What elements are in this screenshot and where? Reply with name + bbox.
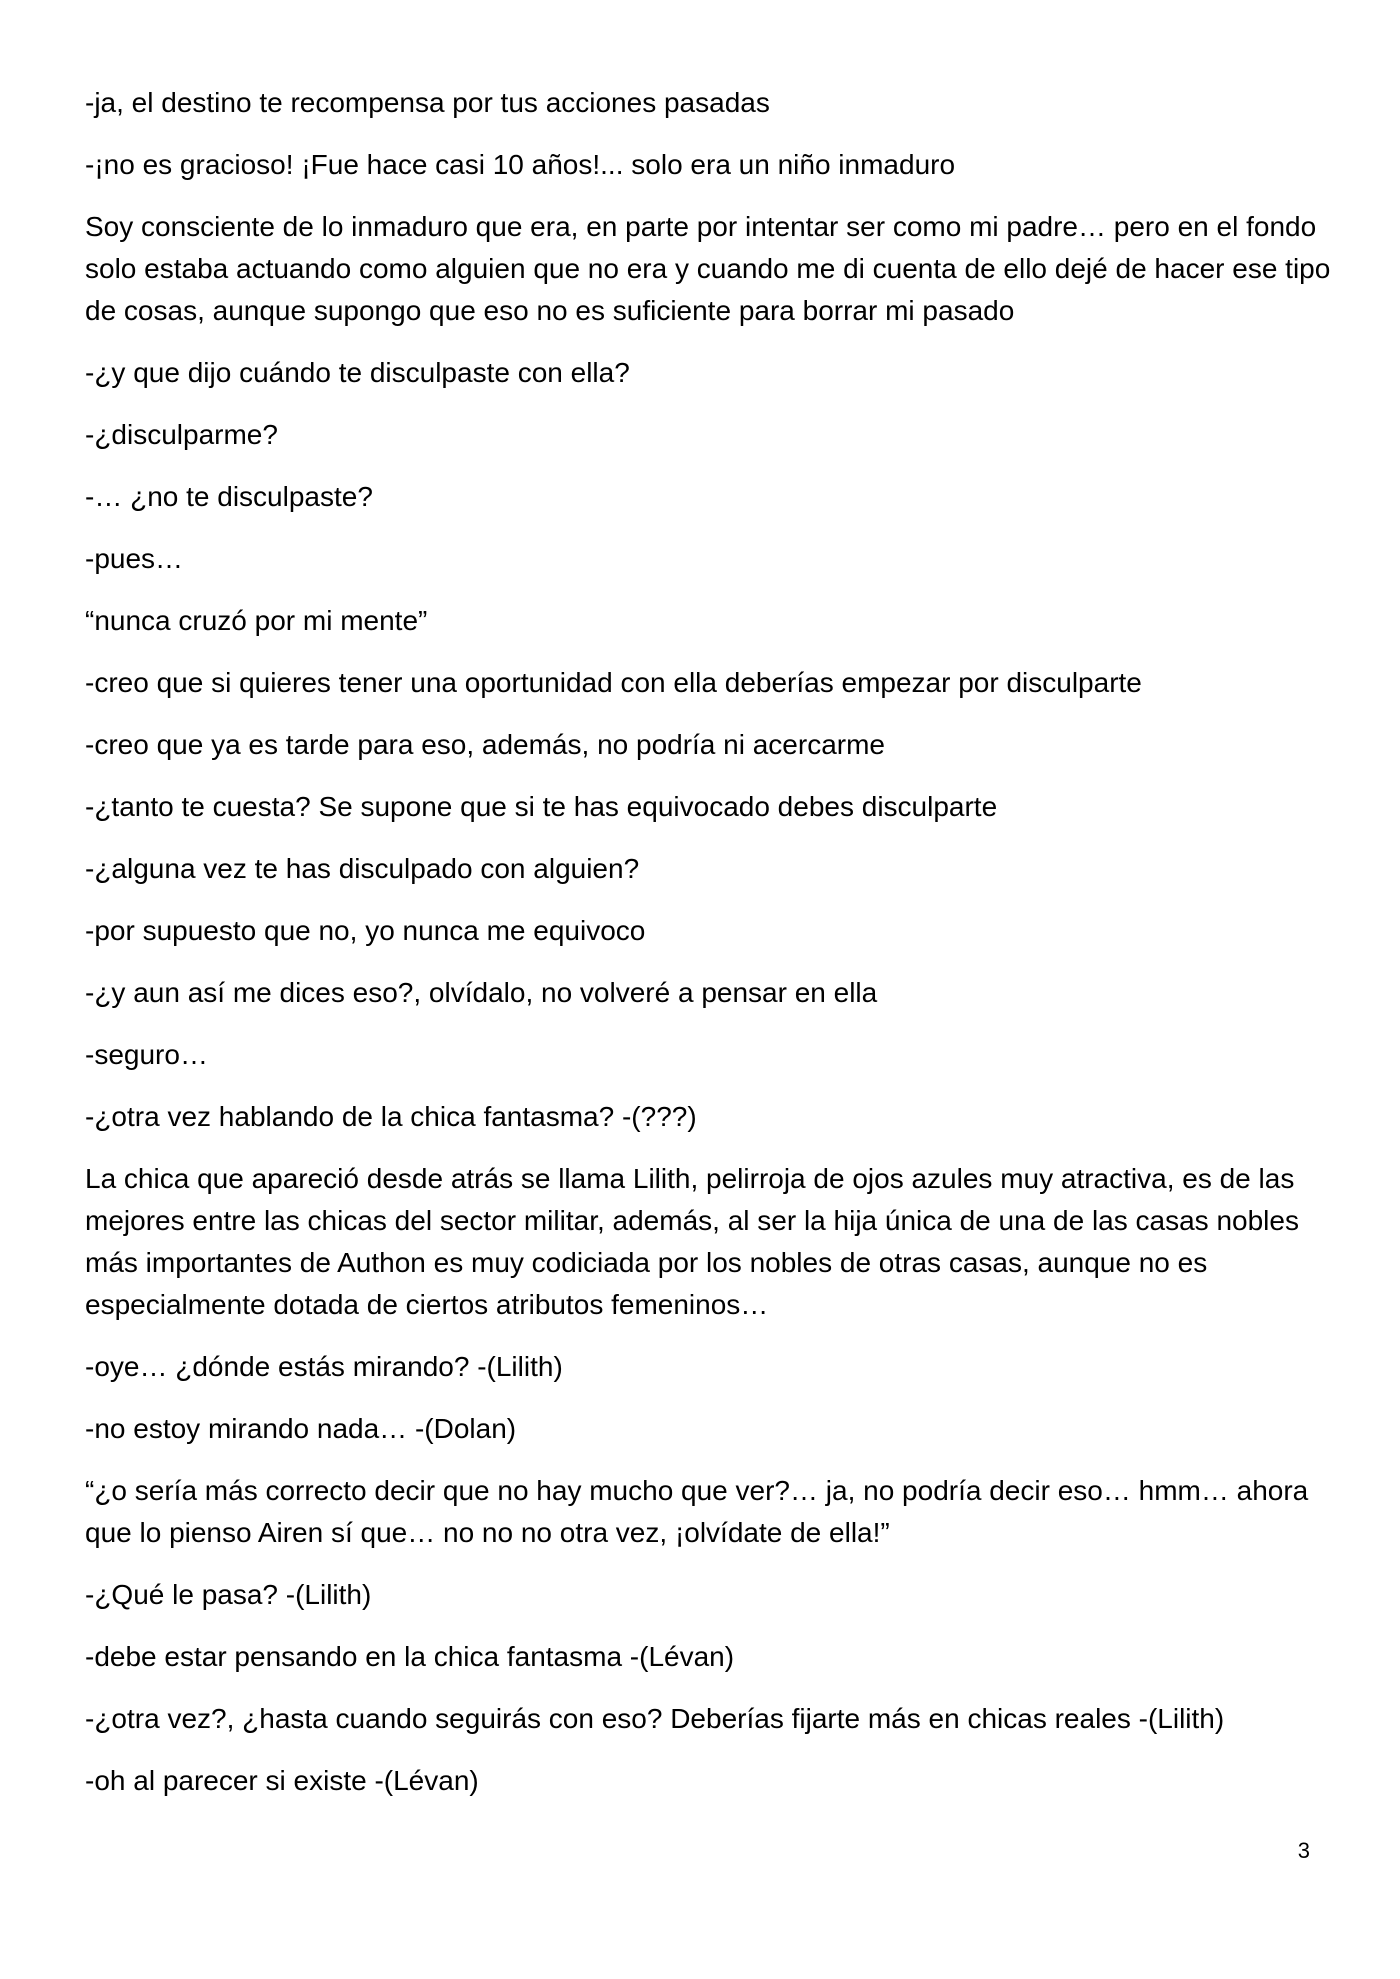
paragraph: -… ¿no te disculpaste?: [85, 481, 373, 512]
paragraph: -¡no es gracioso! ¡Fue hace casi 10 años!... solo era un niño inmaduro: [85, 149, 956, 180]
paragraph: -¿y aun así me dices eso?, olvídalo, no volveré a pensar en ella: [85, 977, 878, 1008]
paragraph: -¿disculparme?: [85, 419, 278, 450]
paragraph: -no estoy mirando nada… -(Dolan): [85, 1413, 517, 1444]
paragraph: Soy consciente de lo inmaduro que era, en parte por intentar ser como mi padre… pero en el fondo solo estaba actuando como alguien que no era y cuando me di cuenta de ello dejé de hacer ese tipo de cosas, aunque supongo que eso no es suficiente para borrar mi pasado: [85, 211, 1331, 326]
paragraph: -¿Qué le pasa? -(Lilith): [85, 1579, 372, 1610]
paragraph: La chica que apareció desde atrás se llama Lilith, pelirroja de ojos azules muy atractiva, es de las mejores entre las chicas del sector militar, además, al ser la hija única de una de las casas nobles más importantes de Authon es muy codiciada por los nobles de otras casas, aunque no es especialmente dotada de ciertos atributos femeninos…: [85, 1163, 1299, 1320]
paragraph: -creo que ya es tarde para eso, además, no podría ni acercarme: [85, 729, 885, 760]
paragraph: -pues…: [85, 543, 184, 574]
paragraph: -seguro…: [85, 1039, 208, 1070]
paragraph: -oh al parecer si existe -(Lévan): [85, 1765, 479, 1796]
paragraph: -¿tanto te cuesta? Se supone que si te has equivocado debes disculparte: [85, 791, 998, 822]
paragraph: -¿alguna vez te has disculpado con alguien?: [85, 853, 640, 884]
paragraph: “¿o sería más correcto decir que no hay mucho que ver?… ja, no podría decir eso… hmm… ahora que lo pienso Airen sí que… no no no otra vez, ¡olvídate de ella!”: [85, 1475, 1309, 1548]
paragraph: -creo que si quieres tener una oportunidad con ella deberías empezar por disculparte: [85, 667, 1142, 698]
page-number: 3: [1297, 1838, 1310, 1863]
paragraph: -debe estar pensando en la chica fantasma -(Lévan): [85, 1641, 735, 1672]
paragraph: -¿otra vez hablando de la chica fantasma? -(???): [85, 1101, 697, 1132]
paragraph: -¿y que dijo cuándo te disculpaste con ella?: [85, 357, 630, 388]
paragraph: -¿otra vez?, ¿hasta cuando seguirás con eso? Deberías fijarte más en chicas reales -(Lilith): [85, 1703, 1225, 1734]
paragraph: -por supuesto que no, yo nunca me equivoco: [85, 915, 646, 946]
paragraph: -oye… ¿dónde estás mirando? -(Lilith): [85, 1351, 563, 1382]
paragraph: -ja, el destino te recompensa por tus acciones pasadas: [85, 87, 770, 118]
paragraph: “nunca cruzó por mi mente”: [85, 605, 428, 636]
document-body: [85, 82, 1335, 1822]
